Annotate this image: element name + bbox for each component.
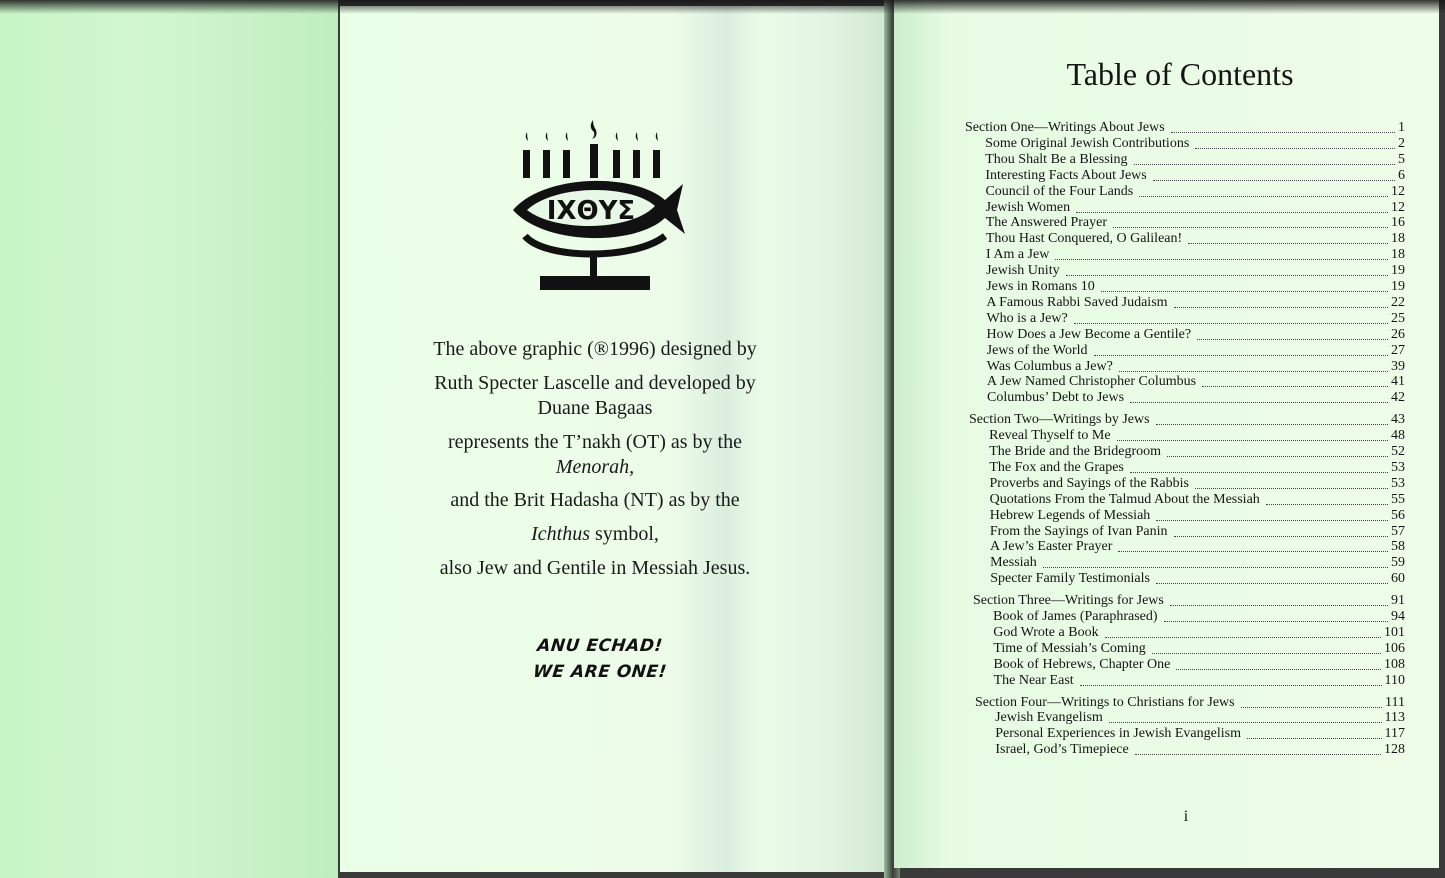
toc-leader-dots (1202, 370, 1388, 387)
caption-line-1: The above graphic (®1996) designed by (433, 338, 757, 360)
toc-title: Table of Contents (1066, 56, 1294, 92)
toc-leader-dots (1167, 440, 1388, 457)
toc-entry-label: Book of James (Paraphrased) (993, 609, 1158, 624)
toc-entry-label: The Near East (993, 672, 1074, 688)
toc-entry-page: 56 (1391, 507, 1405, 523)
toc-entry-page: 101 (1384, 624, 1405, 640)
toc-entry-label: Section One—Writings About Jews (965, 120, 1165, 135)
toc-entry-label: Jewish Evangelism (995, 710, 1103, 726)
toc-entry-page: 60 (1391, 571, 1405, 587)
toc-entry-label: Reveal Thyself to Me (989, 428, 1111, 444)
toc-entry-label: Section Three—Writings for Jews (973, 593, 1164, 609)
toc-leader-dots (1117, 424, 1388, 441)
toc-entry-label: Jews in Romans 10 (986, 279, 1095, 294)
symbol-word: symbol, (589, 523, 659, 545)
toc-entry-page: 53 (1391, 459, 1405, 475)
toc-leader-dots (1130, 456, 1388, 473)
previous-page-edge (0, 0, 338, 878)
toc-leader-dots (1074, 307, 1388, 324)
toc-entry-label: Thou Shalt Be a Blessing (985, 151, 1128, 167)
toc-entry-label: Messiah (990, 555, 1037, 571)
slogan-line-2: WE ARE ONE! (532, 662, 668, 682)
toc-entry-page: 57 (1391, 523, 1405, 539)
toc-entry-page: 55 (1391, 491, 1405, 507)
toc-entry-label: Thou Hast Conquered, O Galilean! (985, 231, 1183, 247)
toc-entry-label: Quotations From the Talmud About the Messiah (989, 491, 1260, 507)
toc-entry-page: 26 (1391, 326, 1405, 342)
toc-leader-dots (1139, 180, 1388, 197)
toc-leader-dots (1055, 243, 1388, 260)
toc-entry-page: 19 (1391, 279, 1405, 294)
toc-entry-label: The Bride and the Bridegroom (989, 444, 1162, 459)
toc-leader-dots (1094, 339, 1388, 356)
toc-entry (960, 390, 1405, 406)
toc-entry-label: Interesting Facts About Jews (985, 167, 1147, 183)
slogan-line-1: ANU ECHAD! (536, 636, 664, 656)
toc-entry-page: 91 (1391, 593, 1405, 609)
toc-entry-label: Time of Messiah’s Coming (993, 640, 1146, 656)
toc-entry-page: 48 (1391, 428, 1405, 444)
toc-entry-page: 110 (1384, 672, 1405, 688)
toc-leader-dots (1101, 275, 1388, 292)
toc-entry-page: 113 (1384, 710, 1405, 726)
menorah-word: Menorah, (555, 456, 635, 478)
toc-leader-dots (1156, 567, 1388, 584)
toc-leader-dots (1113, 211, 1388, 228)
toc-entry-label: Specter Family Testimonials (990, 571, 1150, 587)
toc-entry-page: 42 (1391, 390, 1405, 406)
toc-leader-dots (1118, 535, 1388, 552)
toc-entry-label: Who is a Jew? (986, 310, 1068, 326)
toc-entry-label: Hebrew Legends of Messiah (989, 507, 1151, 523)
toc-leader-dots (1135, 738, 1381, 755)
toc-entry-page: 106 (1384, 640, 1405, 656)
toc-entry-label: Some Original Jewish Contributions (985, 135, 1190, 151)
toc-leader-dots (1171, 116, 1395, 133)
toc-leader-dots (1174, 291, 1388, 308)
toc-entry-label: God Wrote a Book (993, 624, 1099, 640)
toc-entry-page: 25 (1391, 310, 1405, 326)
toc-entry-page: 6 (1398, 167, 1405, 183)
toc-entry-page: 39 (1391, 358, 1405, 374)
toc-leader-dots (1080, 669, 1382, 686)
toc-leader-dots (1134, 148, 1395, 165)
toc-leader-dots (1247, 722, 1382, 739)
toc-entry-label: The Answered Prayer (985, 215, 1108, 231)
toc-leader-dots (1197, 323, 1388, 340)
toc-leader-dots (1170, 589, 1388, 606)
toc-entry-label: Section Four—Writings to Christians for Jews (975, 694, 1235, 710)
toc-entry-label: Jewish Unity (986, 263, 1060, 279)
toc-entry-page: 52 (1391, 444, 1405, 459)
toc-entry-page: 19 (1391, 263, 1405, 279)
toc-entry-label: Section Two—Writings by Jews (969, 412, 1150, 428)
toc-leader-dots (1152, 637, 1381, 654)
toc-entry-page: 16 (1391, 215, 1405, 231)
toc-entry-label: Israel, God’s Timepiece (995, 742, 1129, 758)
top-shadow (0, 0, 1445, 14)
toc-entry-page: 5 (1398, 151, 1405, 167)
toc-entry-label: A Jew Named Christopher Columbus (986, 374, 1197, 390)
toc-leader-dots (1156, 504, 1388, 521)
toc-leader-dots (1130, 386, 1388, 403)
toc-entry-page: 18 (1391, 231, 1405, 247)
caption-line-2: Ruth Specter Lascelle and developed by (434, 372, 756, 394)
toc-entry-label: Was Columbus a Jew? (986, 358, 1113, 374)
toc-entry (960, 673, 1405, 689)
toc-entry-label: How Does a Jew Become a Gentile? (986, 326, 1192, 342)
toc-entry-page: 94 (1391, 609, 1405, 624)
toc-entry-page: 128 (1384, 742, 1405, 758)
toc-entry (960, 571, 1405, 587)
toc-entry-page: 18 (1391, 247, 1405, 263)
toc-entry (960, 742, 1405, 758)
toc-leader-dots (1188, 227, 1388, 244)
toc-entry-label: A Jew’s Easter Prayer (989, 539, 1113, 555)
toc-entry-label: Columbus’ Debt to Jews (987, 390, 1125, 406)
toc-entry-page: 58 (1391, 539, 1405, 555)
toc-entry-page: 12 (1391, 199, 1405, 215)
toc-leader-dots (1195, 472, 1388, 489)
toc-entry-label: I Am a Jew (985, 247, 1050, 263)
menorah-ichthus-icon (505, 118, 695, 298)
toc-leader-dots (1156, 408, 1388, 425)
toc-entry-page: 41 (1391, 374, 1405, 390)
caption-line-5: and the Brit Hadasha (NT) as by the (450, 489, 740, 511)
toc-entry-page: 53 (1391, 475, 1405, 491)
toc-entry-page: 22 (1391, 294, 1405, 310)
toc-leader-dots (1195, 132, 1395, 149)
toc-leader-dots (1105, 621, 1381, 638)
ichthus-text: IXΘYΣ (546, 196, 636, 226)
toc-entry-page: 2 (1398, 135, 1405, 151)
toc-entry-label: Jewish Women (985, 199, 1071, 215)
toc-entry-label: Proverbs and Sayings of the Rabbis (989, 475, 1189, 491)
ichthus-word: Ichthus (531, 523, 590, 545)
caption-line-4-italic (395, 455, 795, 479)
toc-leader-dots (1119, 355, 1388, 372)
caption-line-6 (395, 522, 795, 546)
toc-leader-dots (1043, 551, 1388, 568)
toc-entry-page: 108 (1384, 656, 1405, 672)
toc-entry-page: 117 (1384, 726, 1405, 742)
toc-entry-page: 27 (1391, 342, 1405, 358)
toc-leader-dots (1174, 520, 1388, 537)
toc-entry-page: 43 (1391, 412, 1405, 428)
toc-entry-label: A Famous Rabbi Saved Judaism (986, 294, 1168, 310)
toc-leader-dots (1164, 605, 1388, 622)
toc-leader-dots (1109, 706, 1382, 723)
toc-leader-dots (1266, 488, 1388, 505)
toc-entry-label: From the Sayings of Ivan Panin (989, 523, 1168, 539)
toc-entry-page: 1 (1398, 120, 1405, 135)
toc-entry-label: Council of the Four Lands (985, 183, 1134, 199)
toc-entry-label: Personal Experiences in Jewish Evangelism (995, 726, 1241, 742)
toc-entry-label: The Fox and the Grapes (989, 459, 1124, 475)
toc-entry-page: 59 (1391, 555, 1405, 571)
caption-line-3: Duane Bagaas (537, 397, 653, 419)
toc-entry-page: 111 (1385, 694, 1405, 710)
toc-entry-page: 12 (1391, 183, 1405, 199)
caption-line-7: also Jew and Gentile in Messiah Jesus. (439, 557, 751, 579)
toc-entry-label: Jews of the World (986, 342, 1088, 358)
page-number: i (1183, 808, 1189, 825)
toc-entry-label: Book of Hebrews, Chapter One (993, 656, 1171, 672)
toc-leader-dots (1241, 691, 1382, 708)
toc-leader-dots (1176, 653, 1381, 670)
toc-leader-dots (1066, 259, 1388, 276)
toc-leader-dots (1076, 196, 1388, 213)
caption-line-4: represents the T’nakh (OT) as by the (448, 431, 742, 453)
toc-leader-dots (1153, 164, 1395, 181)
